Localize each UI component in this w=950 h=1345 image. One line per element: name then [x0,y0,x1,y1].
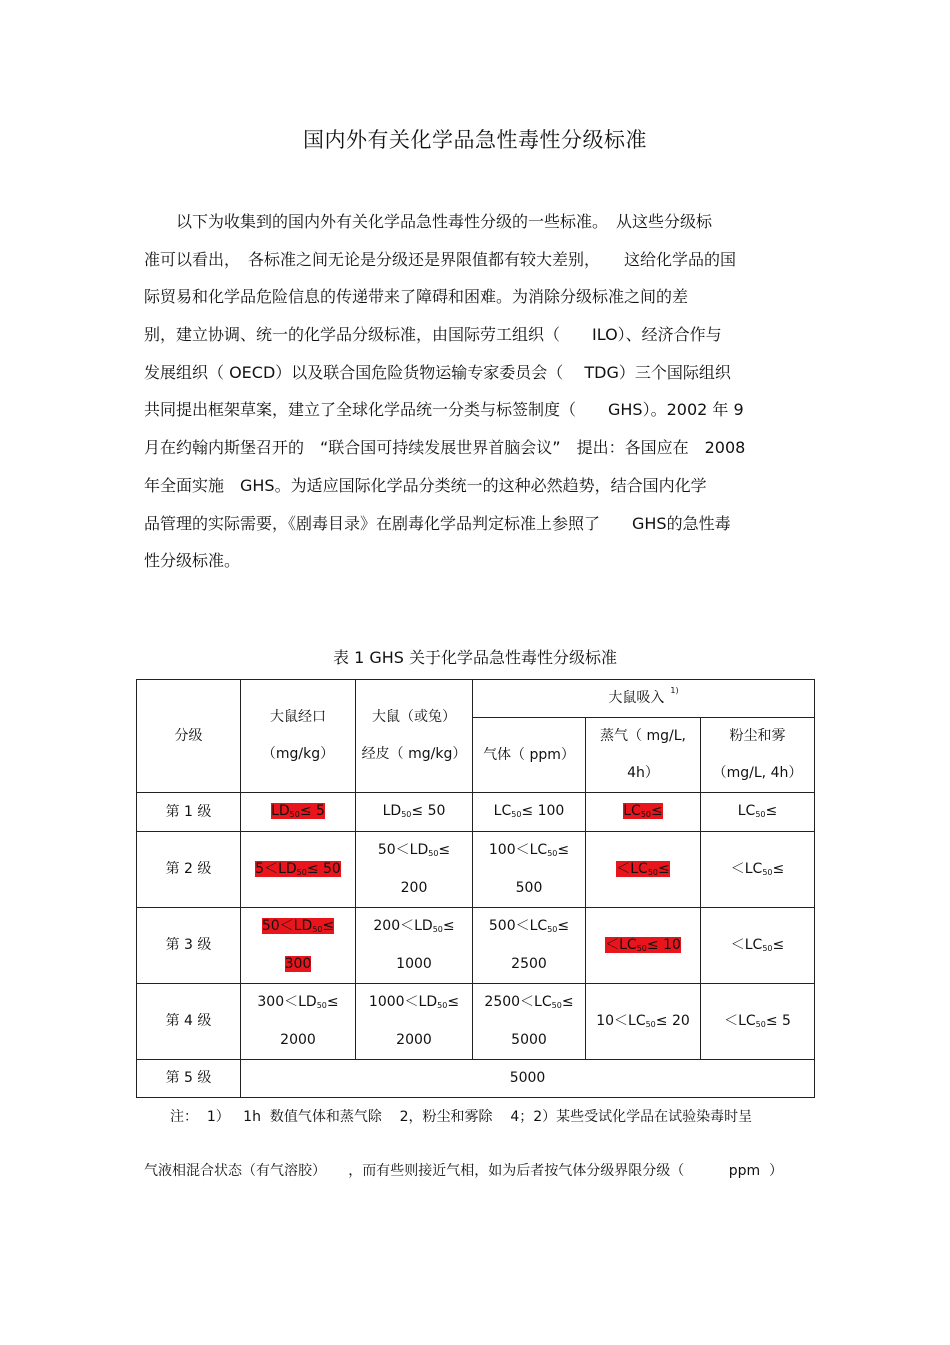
value-text: 2500＜LC [484,994,552,1010]
value-subscript: 50 [428,849,439,858]
value-line [356,832,472,870]
value-text: ≤ [658,860,670,877]
intro-line: 品管理的实际需要，《剧毒目录》在剧毒化学品判定标准上参照了 GHS的急性毒 [144,513,731,533]
value-subscript: 50 [289,810,300,819]
value-subscript: 50 [640,810,652,819]
value [494,803,565,819]
value-text: ≤ [442,918,455,934]
value [516,880,543,896]
value-text: 500＜LC [488,918,548,934]
header-vapor-line1: 蒸气（ mg/L, [600,728,686,744]
value-line [241,851,355,889]
value-line [473,946,585,983]
value-subscript: 50 [547,925,558,934]
intro-line: 别，建立协调、统一的化学品分级标准，由国际劳工组织（ ILO）、经济合作与 [144,325,722,345]
value-subscript: 50 [437,1001,448,1010]
intro-line: 准可以看出， 各标准之间无论是分级还是界限值都有较大差别， 这给化学品的国 [144,249,737,269]
value [257,994,338,1010]
value [396,956,432,972]
value-text: ≤ 10 [646,936,681,953]
value-line [241,946,355,983]
value-subscript: 50 [647,867,659,877]
intro-line: 以下为收集到的国内外有关化学品急性毒性分级的一些标准。 从这些分级标 [144,212,713,231]
value [489,842,569,858]
value-line [586,1003,700,1041]
gas-value-cell [473,793,586,832]
value-line [241,984,355,1022]
value-text: ≤ [772,936,785,953]
value-line [586,793,700,831]
value-text: ＜LC [730,936,763,953]
value-text: ≤ 100 [521,803,565,819]
vapor-value-cell [586,832,701,908]
value-text: 10＜LC [596,1012,646,1029]
intro-line: 共同提出框架草案，建立了全球化学品统一分类与标签制度（ GHS）。2002 年 9 [144,400,744,420]
intro-line: 月在约翰内斯堡召开的 “联合国可持续发展世界首脑会议” 提出：各国应在 2008 [144,438,746,458]
value-text: LC [623,803,641,819]
value [383,803,446,819]
highlighted-value [623,803,663,819]
document-title: 国内外有关化学品急性毒性分级标准 [303,128,647,152]
value-subscript: 50 [755,1019,766,1029]
value-text: LC [493,803,512,819]
oral-value-cell [241,908,356,984]
header-vapor-line2: 4h） [627,765,659,781]
value-line [701,851,814,889]
grade-cell: 第 4 级 [137,984,241,1060]
gas-value-cell [473,908,586,984]
value-text: 5000 [511,1032,547,1048]
value-text: ≤ [765,803,778,819]
value-line [473,870,585,907]
header-oral-line1: 大鼠经口 [270,709,326,725]
footnote-marker: 1) [670,686,679,695]
value-line [356,908,472,946]
header-dermal-line2: 经皮（ mg/kg） [361,746,467,762]
value-text: ＜LC [616,860,648,877]
value-line [241,793,355,831]
dust-value-cell [701,908,815,984]
value-text: ＜LC [724,1012,756,1029]
value [369,994,459,1010]
value-line [356,793,472,831]
value [401,880,428,896]
value-subscript: 50 [316,1001,327,1010]
value-text: ≤ [772,860,785,877]
grade-cell: 第 1 级 [137,793,241,832]
value-text: 300＜LD [257,994,317,1010]
value-text: ≤ [447,994,460,1010]
header-dermal [356,680,473,793]
dust-value-cell [701,832,815,908]
value-text: 1000＜LD [368,994,438,1010]
value [280,1032,316,1048]
value-text: ≤ [322,918,335,934]
value-text: ≤ [557,842,570,858]
vapor-value-cell [586,984,701,1060]
value [484,994,573,1010]
table-row [137,832,815,908]
value-text: ≤ 5 [299,803,325,819]
value-line [473,832,585,870]
value [511,1032,547,1048]
dermal-value-cell [356,832,473,908]
value-line [473,793,585,831]
value-line [356,1022,472,1059]
value-subscript: 50 [755,810,766,819]
table-row [137,908,815,984]
value-line [473,908,585,946]
gas-value-cell [473,984,586,1060]
value-text: 2500 [511,956,547,972]
value-subscript: 50 [401,810,412,819]
value [373,918,454,934]
gas-value-cell [473,832,586,908]
value-text: LD [271,803,290,819]
value-subscript: 50 [762,867,773,877]
value-text: ≤ [326,994,339,1010]
intro-paragraph [144,207,812,584]
header-dermal-line1: 大鼠（或兔） [372,709,456,725]
value-line [473,984,585,1022]
value-text: ≤ [561,994,574,1010]
value-text: 200＜LD [373,918,433,934]
dermal-value-cell [356,984,473,1060]
value-text: ≤ 20 [655,1012,690,1029]
value [724,1013,791,1029]
header-oral [241,680,356,793]
dermal-value-cell [356,793,473,832]
value-text: 200 [400,880,428,896]
oral-value-cell [241,793,356,832]
value-text: 2000 [396,1032,432,1048]
value-text: 50＜LD [261,918,313,934]
header-vapor [586,718,701,793]
note-line-1: 注： 1） 1h 数值气体和蒸气除 2，粉尘和雾除 4；2）某些受试化学品在试验染毒时呈 [170,1109,753,1125]
value [596,1013,690,1029]
value-text: ≤ 50 [306,860,341,877]
note-line-2: 气液相混合状态（有气溶胶） ，而有些则接近气相，如为后者按气体分级界限分级（ ppm ） [144,1163,784,1179]
header-inhalation-label: 大鼠吸入 [608,690,665,706]
highlighted-value [616,861,670,877]
intro-line: 际贸易和化学品危险信息的传递带来了障碍和困难。为消除分级标准之间的差 [144,287,689,307]
header-dust-line1: 粉尘和雾 [729,728,786,744]
value-subscript: 50 [511,810,522,819]
table-row [137,1060,815,1098]
value-line [701,793,814,831]
value-subscript: 50 [551,1001,562,1010]
dermal-value-cell [356,908,473,984]
intro-line: 年全面实施 GHS。为适应国际化学品分类统一的这种必然趋势，结合国内化学 [144,475,707,495]
highlighted-value [262,918,334,934]
value-line [701,1003,814,1041]
value-text: ＜LC [730,860,763,877]
value-line [586,927,700,965]
value [731,937,785,953]
value [731,861,785,877]
value-text: ＜LC [605,936,637,953]
grade-cell: 第 3 级 [137,908,241,984]
value [489,918,569,934]
value-line [356,984,472,1022]
header-inhalation [473,680,815,718]
highlighted-value [285,956,312,972]
value-text: LD [382,803,402,819]
grade-cell: 第 2 级 [137,832,241,908]
table-row [137,793,815,832]
highlighted-value [271,803,325,819]
value-text: 500 [515,880,543,896]
value-subscript: 50 [762,943,773,953]
value-subscript: 50 [645,1019,656,1029]
grade-cell: 第 5 级 [137,1060,241,1098]
ghs-toxicity-table [136,679,815,1098]
vapor-value-cell [586,793,701,832]
vapor-value-cell [586,908,701,984]
value [378,842,450,858]
merged-value-cell: 5000 [241,1060,815,1098]
header-dust-line2: （mg/L, 4h） [712,765,803,781]
value-line [586,851,700,889]
value-text: 100＜LC [488,842,548,858]
value-subscript: 50 [432,925,443,934]
header-oral-line2: （mg/kg） [261,746,335,762]
value-text: ≤ [651,803,663,819]
value-line [473,1022,585,1059]
value [511,956,547,972]
table-row [137,984,815,1060]
value-text: 1000 [396,956,432,972]
value-text: 50＜LD [377,842,429,858]
highlighted-value [605,937,681,953]
oral-value-cell [241,832,356,908]
value [396,1032,432,1048]
value-line [356,870,472,907]
dust-value-cell [701,984,815,1060]
value-subscript: 50 [547,849,558,858]
value-line [241,1022,355,1059]
value-line [241,908,355,946]
value-text: 5＜LD [255,860,297,877]
header-dust [701,718,815,793]
value-text: ≤ 50 [411,803,446,819]
value-text: LC [737,803,756,819]
value-subscript: 50 [312,925,323,934]
header-grade: 分级 [137,680,241,793]
value [738,803,778,819]
highlighted-value [255,861,341,877]
value-line [701,927,814,965]
value-subscript: 50 [296,867,307,877]
dust-value-cell [701,793,815,832]
value-text: 300 [284,956,312,972]
header-gas: 气体（ ppm） [473,718,586,793]
value-text: 2000 [280,1032,316,1048]
value-text: ≤ [438,842,451,858]
value-subscript: 50 [636,943,647,953]
value-line [356,946,472,983]
value-text: ≤ 5 [765,1012,791,1029]
intro-line: 性分级标准。 [144,551,241,571]
table-caption: 表 1 GHS 关于化学品急性毒性分级标准 [332,648,618,667]
oral-value-cell [241,984,356,1060]
intro-line: 发展组织（ OECD）以及联合国危险货物运输专家委员会（ TDG）三个国际组织 [144,362,731,382]
value-text: ≤ [557,918,570,934]
